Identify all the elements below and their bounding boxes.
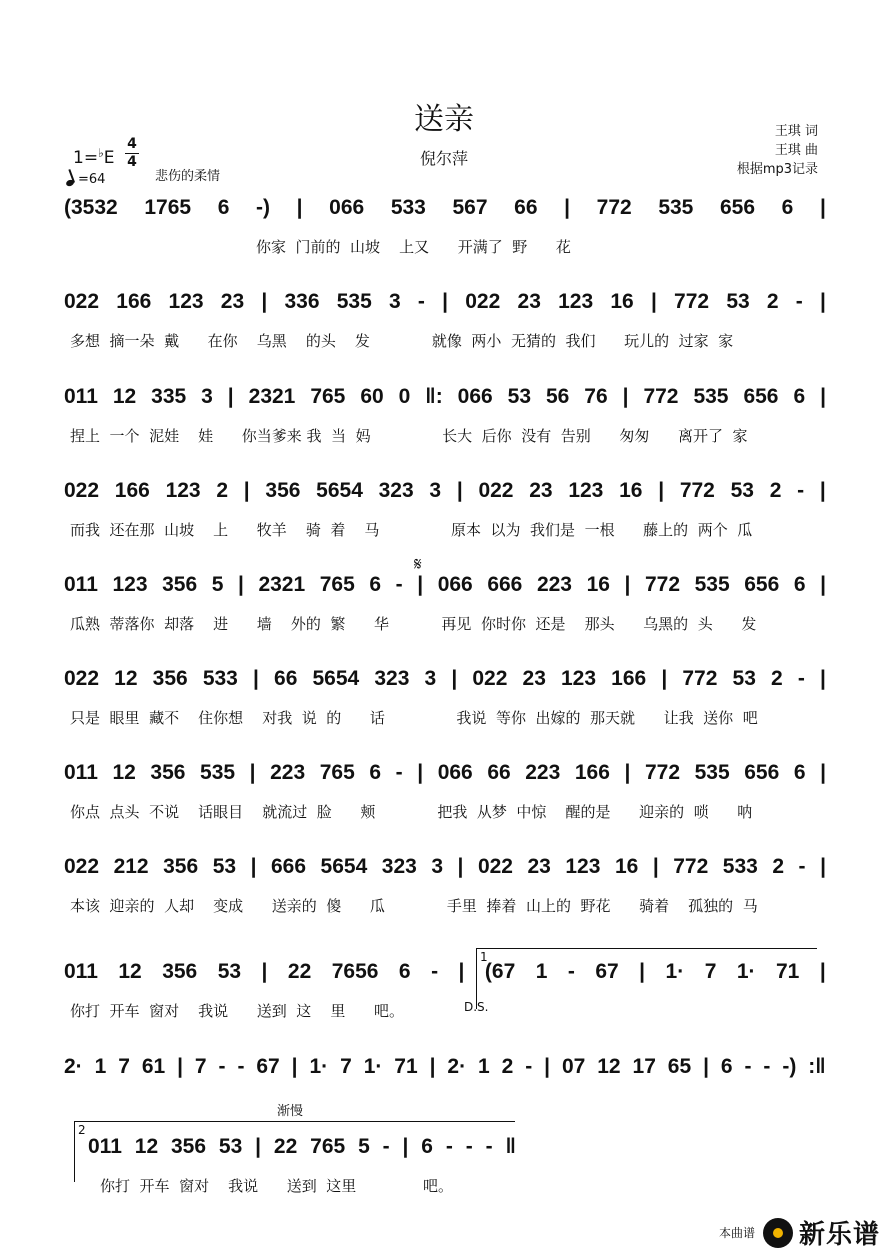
note-group: 123 <box>565 855 601 878</box>
note-group: 71 <box>394 1055 418 1078</box>
note-group: 533 <box>390 196 426 219</box>
note-group: 022 <box>478 479 514 502</box>
note-group: 66 <box>514 196 538 219</box>
note-group: - <box>382 1135 390 1158</box>
note-group: 011 <box>64 960 98 983</box>
note-group: 011 <box>64 573 98 596</box>
note-group: 166 <box>116 290 152 313</box>
note-group: 011 <box>64 761 98 784</box>
note-group: 16 <box>614 855 639 878</box>
barline: ‖: <box>425 385 443 408</box>
barline: | <box>819 479 826 502</box>
note-group: - <box>485 1135 493 1158</box>
note-group: 6 <box>793 761 806 784</box>
lyrics-line: 本该 迎亲的 人却 变成 送亲的 傻 瓜 手里 捧着 山上的 野花 骑着 孤独的 马 <box>70 897 758 915</box>
note-group: 666 <box>487 573 523 596</box>
lyrics-line: 瓜熟 蒂落你 却落 进 墙 外的 繁 华 再见 你时你 还是 那头 乌黑的 头 发 <box>70 615 757 633</box>
note-group: 066 <box>437 761 473 784</box>
barline: | <box>624 573 631 596</box>
note-group: 6 <box>793 573 806 596</box>
note-group: 1· <box>363 1055 383 1078</box>
volta-2-label: 2 <box>78 1123 86 1137</box>
note-group: 166 <box>114 479 150 502</box>
note-group: 356 <box>265 479 301 502</box>
note-group: 022 <box>465 290 501 313</box>
note-group: 6 <box>369 573 382 596</box>
note-group: 223 <box>270 761 306 784</box>
note-group: 2 <box>771 667 783 690</box>
notation-line <box>64 479 826 515</box>
note-group: 022 <box>64 667 100 690</box>
note-group: 656 <box>743 385 779 408</box>
note-group: 2 <box>772 855 785 878</box>
tempo-marking: =64 <box>66 172 105 187</box>
volta-1-bracket <box>476 948 817 1009</box>
note-group: 1 <box>535 960 548 983</box>
notation-line <box>64 761 826 797</box>
lyrics-line: 你打 开车 窗对 我说 送到 这 里 吧。 <box>70 1002 404 1020</box>
barline: | <box>819 196 826 219</box>
note-group: 22 <box>287 960 312 983</box>
note-group: 166 <box>574 761 610 784</box>
note-group: - <box>797 667 805 690</box>
note-group: 765 <box>310 1135 346 1158</box>
barline: | <box>296 196 303 219</box>
footer-brand <box>719 1214 880 1251</box>
note-group: 123 <box>165 479 201 502</box>
notation-line <box>64 667 826 703</box>
note-group: 772 <box>679 479 715 502</box>
barline: :‖ <box>808 1055 826 1078</box>
time-signature: 4 4 <box>125 136 139 171</box>
barline: | <box>650 290 657 313</box>
credits <box>737 122 818 179</box>
note-group: 6 <box>720 1055 733 1078</box>
note-group: 356 <box>162 573 198 596</box>
note-group: 53 <box>730 479 754 502</box>
note-group: 123 <box>561 667 597 690</box>
volta-2-bracket <box>74 1121 515 1182</box>
note-group: - <box>395 573 403 596</box>
note-group: 7 <box>194 1055 207 1078</box>
note-group: 61 <box>141 1055 166 1078</box>
note-group: 666 <box>270 855 307 878</box>
lyrics-line: 你家 门前的 山坡 上又 开满了 野 花 <box>70 238 571 256</box>
note-group: 212 <box>113 855 149 878</box>
note-group: 3 <box>429 479 442 502</box>
note-group: 6 <box>793 385 806 408</box>
composer: 王琪 曲 <box>774 143 818 158</box>
barline: | <box>457 855 464 878</box>
barline: | <box>177 1055 183 1078</box>
notation-line <box>64 385 826 421</box>
note-group: 772 <box>596 196 632 219</box>
note-group: 12 <box>112 761 136 784</box>
barline: | <box>622 385 629 408</box>
key-signature: 1=♭E <box>73 146 115 168</box>
barline: | <box>564 196 571 219</box>
note-group: 3 <box>389 290 401 313</box>
barline: | <box>820 385 826 408</box>
barline: | <box>820 290 826 313</box>
note-group: 533 <box>202 667 238 690</box>
barline: | <box>429 1055 436 1078</box>
song-title: 送亲 <box>414 102 474 137</box>
note-group: 7 <box>118 1055 130 1078</box>
note-group: 356 <box>163 855 199 878</box>
note-group: 323 <box>374 667 410 690</box>
note-group: 66 <box>274 667 298 690</box>
barline: | <box>417 761 424 784</box>
barline: | <box>253 667 259 690</box>
barline: ‖ <box>505 1135 516 1158</box>
barline: | <box>249 761 256 784</box>
note-group: 323 <box>381 855 417 878</box>
note-group: 123 <box>568 479 604 502</box>
note-group: 6 <box>421 1135 433 1158</box>
note-group: 2· <box>64 1055 83 1078</box>
note-group: 356 <box>162 960 198 983</box>
note-group: - <box>218 1055 226 1078</box>
notation-line <box>64 290 826 326</box>
note-group: 022 <box>472 667 508 690</box>
note-group: 16 <box>610 290 634 313</box>
note-group: 53 <box>732 667 756 690</box>
note-group: 066 <box>457 385 493 408</box>
note-group: 23 <box>527 855 551 878</box>
note-group: 23 <box>522 667 546 690</box>
lyrics-line: 你打 开车 窗对 我说 送到 这里 吧。 <box>100 1177 454 1195</box>
note-group: 12 <box>112 385 137 408</box>
note-group: 223 <box>525 761 561 784</box>
note-group: - <box>465 1135 473 1158</box>
note-group: - <box>763 1055 771 1078</box>
note-group: (67 <box>484 960 516 983</box>
note-group: 535 <box>200 761 236 784</box>
barline: | <box>243 479 250 502</box>
note-group: 5 <box>211 573 224 596</box>
note-group: 67 <box>595 960 619 983</box>
note-group: - <box>417 290 425 313</box>
footer-label: 本曲谱 <box>718 1226 755 1240</box>
barline: | <box>250 855 257 878</box>
notation-line <box>64 196 826 232</box>
note-group: - <box>395 761 403 784</box>
lyrics-line: 你点 点头 不说 话眼目 就流过 脸 颊 把我 从梦 中惊 醒的是 迎亲的 唢 呐 <box>70 803 753 821</box>
note-group: 335 <box>151 385 187 408</box>
note-group: 772 <box>674 290 710 313</box>
note-group: 56 <box>545 385 570 408</box>
ds-mark: D.S. <box>464 1000 489 1014</box>
note-group: 71 <box>776 960 800 983</box>
note-group: 6 <box>781 196 794 219</box>
note-group: 535 <box>693 385 729 408</box>
note-group: 07 <box>561 1055 586 1078</box>
note-group: 336 <box>284 290 320 313</box>
barline: | <box>624 761 631 784</box>
barline: | <box>261 290 268 313</box>
barline: | <box>819 960 826 983</box>
barline: | <box>458 960 465 983</box>
note-group: 5654 <box>320 855 368 878</box>
note-group: 6 <box>217 196 230 219</box>
note-group: - <box>525 1055 533 1078</box>
note-group: 765 <box>310 385 346 408</box>
note-group: 066 <box>437 573 473 596</box>
notation-line <box>64 855 826 891</box>
note-group: 123 <box>112 573 148 596</box>
note-group: 066 <box>329 196 365 219</box>
barline: | <box>820 573 826 596</box>
barline: | <box>819 667 826 690</box>
segno-mark: 𝄋 <box>414 554 422 575</box>
note-group: 022 <box>64 855 100 878</box>
quarter-note-icon <box>65 179 75 187</box>
note-group: 6 <box>369 761 382 784</box>
barline: | <box>417 573 424 596</box>
note-group: 123 <box>558 290 594 313</box>
note-group: 3 <box>424 667 437 690</box>
note-group: 7 <box>704 960 717 983</box>
note-group: 2321 <box>258 573 306 596</box>
note-group: 022 <box>477 855 513 878</box>
note-group: 533 <box>722 855 758 878</box>
note-group: 772 <box>673 855 709 878</box>
note-group: 1765 <box>144 196 192 219</box>
note-group: 2 <box>501 1055 514 1078</box>
barline: | <box>451 667 458 690</box>
note-group: 656 <box>720 196 756 219</box>
brand-name: 新乐谱 <box>798 1220 880 1250</box>
note-group: 7656 <box>331 960 379 983</box>
note-group: 772 <box>644 761 681 784</box>
barline: | <box>456 479 463 502</box>
note-group: 7 <box>340 1055 352 1078</box>
note-group: 3 <box>431 855 444 878</box>
note-group: - <box>797 479 805 502</box>
source-note: 根据mp3记录 <box>736 162 818 177</box>
note-group: 76 <box>584 385 608 408</box>
note-group: 16 <box>619 479 643 502</box>
note-group: - <box>798 855 806 878</box>
note-group: 772 <box>682 667 718 690</box>
note-group: 535 <box>694 761 730 784</box>
note-group: 2 <box>766 290 779 313</box>
note-group: 12 <box>597 1055 621 1078</box>
note-group: 535 <box>694 573 730 596</box>
barline: | <box>442 290 449 313</box>
note-group: 166 <box>611 667 647 690</box>
notation-line <box>64 1055 826 1091</box>
note-group: 223 <box>536 573 572 596</box>
barline: | <box>261 960 268 983</box>
note-group: 535 <box>336 290 372 313</box>
note-group: 772 <box>643 385 679 408</box>
note-group: - <box>237 1055 245 1078</box>
music-logo-icon <box>763 1218 793 1248</box>
note-group: 5654 <box>312 667 360 690</box>
lyrics-line: 捏上 一个 泥娃 娃 你当爹来 我 当 妈 长大 后你 没有 告别 匆匆 离开了 家 <box>70 427 748 445</box>
barline: | <box>820 855 826 878</box>
note-group: 022 <box>64 290 100 313</box>
note-group: 356 <box>152 667 188 690</box>
barline: | <box>255 1135 262 1158</box>
lyrics-line: 多想 摘一朵 戴 在你 乌黑 的头 发 就像 两小 无猜的 我们 玩儿的 过家 家 <box>70 332 734 350</box>
note-group: 765 <box>319 573 355 596</box>
note-group: 323 <box>378 479 414 502</box>
barline: | <box>291 1055 298 1078</box>
note-group: 123 <box>168 290 204 313</box>
note-group: 16 <box>586 573 610 596</box>
expression-marking: 悲伤的柔情 <box>155 169 221 184</box>
note-group: 2321 <box>248 385 296 408</box>
note-group: - <box>744 1055 752 1078</box>
note-group: 60 <box>360 385 384 408</box>
note-group: 65 <box>667 1055 692 1078</box>
note-group: 3 <box>201 385 213 408</box>
note-group: 1 <box>94 1055 107 1078</box>
note-group: 6 <box>398 960 411 983</box>
barline: | <box>237 573 244 596</box>
note-group: 67 <box>256 1055 280 1078</box>
note-group: 1 <box>478 1055 490 1078</box>
note-group: 656 <box>744 573 780 596</box>
note-group: -) <box>256 196 270 219</box>
barline: | <box>652 855 659 878</box>
note-group: 567 <box>452 196 488 219</box>
note-group: 011 <box>88 1135 122 1158</box>
note-group: 2 <box>216 479 229 502</box>
note-group: 2· <box>447 1055 467 1078</box>
note-group: - <box>431 960 439 983</box>
note-group: 1· <box>309 1055 329 1078</box>
barline: | <box>661 667 668 690</box>
note-group: 12 <box>134 1135 159 1158</box>
note-group: 2 <box>769 479 782 502</box>
barline: | <box>639 960 646 983</box>
note-group: 011 <box>64 385 98 408</box>
notation-line <box>64 573 826 609</box>
note-group: 656 <box>744 761 780 784</box>
note-group: 53 <box>726 290 750 313</box>
note-group: 53 <box>217 960 242 983</box>
note-group: 12 <box>118 960 142 983</box>
note-group: 772 <box>644 573 681 596</box>
note-group: 1· <box>665 960 685 983</box>
barline: | <box>820 761 826 784</box>
barline: | <box>402 1135 409 1158</box>
lyrics-line: 而我 还在那 山坡 上 牧羊 骑 着 马 原本 以为 我们是 一根 藤上的 两个 瓜 <box>70 521 753 539</box>
volta-1-label: 1 <box>480 950 488 964</box>
note-group: - <box>795 290 803 313</box>
note-group: 66 <box>487 761 511 784</box>
note-group: -) <box>782 1055 797 1078</box>
note-group: 356 <box>171 1135 207 1158</box>
singer: 倪尔萍 <box>419 149 468 168</box>
barline: | <box>227 385 234 408</box>
note-group: 53 <box>507 385 532 408</box>
note-group: 23 <box>529 479 553 502</box>
ritardando-mark: 渐慢 <box>277 1104 304 1119</box>
note-group: 53 <box>218 1135 243 1158</box>
note-group: (3532 <box>64 196 118 219</box>
barline: | <box>658 479 665 502</box>
note-group: 12 <box>114 667 138 690</box>
note-group: - <box>567 960 575 983</box>
note-group: 22 <box>273 1135 298 1158</box>
note-group: 356 <box>150 761 186 784</box>
note-group: - <box>445 1135 453 1158</box>
note-group: 0 <box>398 385 411 408</box>
note-group: 23 <box>220 290 245 313</box>
lyrics-line: 只是 眼里 藏不 住你想 对我 说 的 话 我说 等你 出嫁的 那天就 让我 送你 吧 <box>70 709 758 727</box>
note-group: 535 <box>658 196 694 219</box>
note-group: 5654 <box>316 479 363 502</box>
note-group: 53 <box>212 855 237 878</box>
lyricist: 王琪 词 <box>774 124 818 139</box>
note-group: 765 <box>319 761 355 784</box>
note-group: 5 <box>358 1135 370 1158</box>
barline: | <box>544 1055 551 1078</box>
barline: | <box>703 1055 709 1078</box>
note-group: 17 <box>632 1055 656 1078</box>
note-group: 1· <box>736 960 756 983</box>
note-group: 23 <box>517 290 541 313</box>
note-group: 022 <box>64 479 100 502</box>
